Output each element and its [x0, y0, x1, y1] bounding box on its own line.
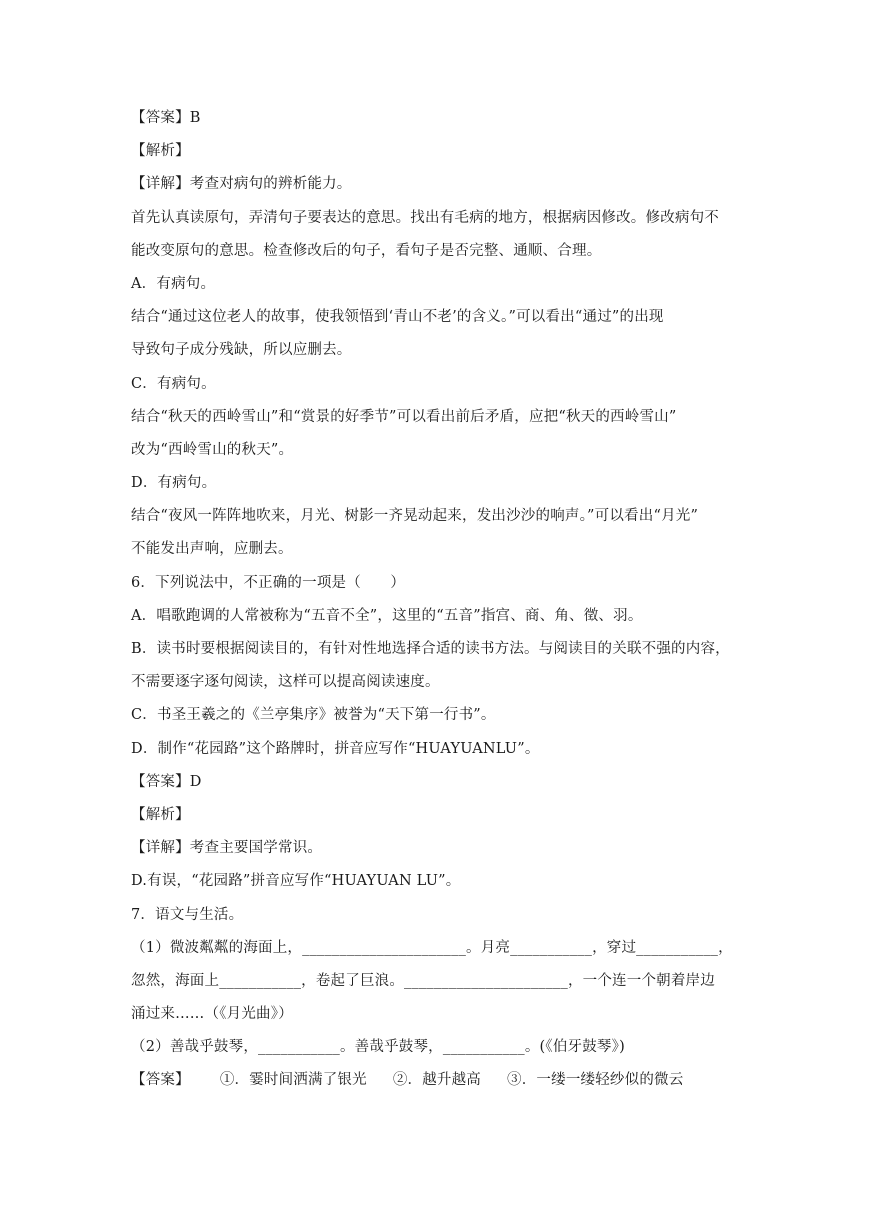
- document-page: [131, 108, 743, 1104]
- text-line: 结合“夜风一阵阵地吹来，月光、树影一齐晃动起来，发出沙沙的响声。”可以看出“月光”: [131, 508, 699, 525]
- text-line: 能改变原句的意思。检查修改后的句子，看句子是否完整、通顺、合理。: [131, 242, 602, 259]
- answer-label-1: 【答案】B: [131, 110, 201, 126]
- option-d-note: D．有病句。: [131, 475, 217, 492]
- question-7-part-2: （2）善哉乎鼓琴，___________。善哉乎鼓琴，___________。(《伯牙鼓琴》): [131, 1039, 625, 1056]
- detail-explanation-2: 【详解】考查主要国学常识。: [131, 840, 323, 857]
- question-6-title: 6．下列说法中，不正确的一项是（ ）: [131, 574, 406, 591]
- option-c-note: C．有病句。: [131, 375, 216, 392]
- question-6-option-b: B．读书时要根据阅读目的，有针对性地选择合适的读书方法。与阅读目的关联不强的内容，: [131, 641, 730, 657]
- text-line: D.有误，“花园路”拼音应写作“HUAYUAN LU”。: [131, 873, 461, 890]
- analysis-label-2: 【解析】: [131, 806, 190, 823]
- option-a-note: A．有病句。: [131, 275, 216, 292]
- answer-label-2: 【答案】D: [131, 773, 202, 790]
- answer-row-3: [131, 1070, 743, 1090]
- text-line: 改为“西岭雪山的秋天”。: [131, 441, 294, 458]
- detail-explanation-1: 【详解】考查对病句的辨析能力。: [131, 176, 352, 193]
- question-7-title: 7．语文与生活。: [131, 906, 244, 923]
- text-line: 结合“通过这位老人的故事，使我领悟到‘青山不老’的含义。”可以看出“通过”的出现: [131, 309, 664, 326]
- text-line: 不能发出声响，应删去。: [131, 541, 293, 558]
- question-7-part-1: （1）微波粼粼的海面上，______________________。月亮___________，穿过___________，: [131, 939, 733, 956]
- text-line: 首先认真读原句，弄清句子要表达的意思。找出有毛病的地方，根据病因修改。修改病句不: [131, 209, 719, 226]
- answer-item-3: ③．一缕一缕轻纱似的微云: [507, 1072, 684, 1089]
- question-6-option-c: C．书圣王羲之的《兰亭集序》被誉为“天下第一行书”。: [131, 707, 496, 724]
- answer-item-1: ①．霎时间洒满了银光: [219, 1072, 367, 1089]
- text-line: 涌过来……（《月光曲》）: [131, 1006, 293, 1023]
- text-line: 不需要逐字逐句阅读，这样可以提高阅读速度。: [131, 674, 440, 691]
- question-6-option-a: A．唱歌跑调的人常被称为“五音不全”，这里的“五音”指宫、商、角、徵、羽。: [131, 607, 643, 624]
- answer-label-3: 【答案】: [131, 1072, 190, 1089]
- answer-item-2: ②．越升越高: [392, 1072, 482, 1089]
- text-line: 导致句子成分残缺，所以应删去。: [131, 342, 352, 359]
- text-line: 结合“秋天的西岭雪山”和“赏景的好季节”可以看出前后矛盾，应把“秋天的西岭雪山”: [131, 408, 677, 425]
- text-line: 忽然，海面上___________，卷起了巨浪。______________________，一个连一个朝着岸边: [131, 972, 715, 989]
- question-6-option-d: D．制作“花园路”这个路牌时，拼音应写作“HUAYUANLU”。: [131, 740, 540, 757]
- analysis-label-1: 【解析】: [131, 143, 190, 160]
